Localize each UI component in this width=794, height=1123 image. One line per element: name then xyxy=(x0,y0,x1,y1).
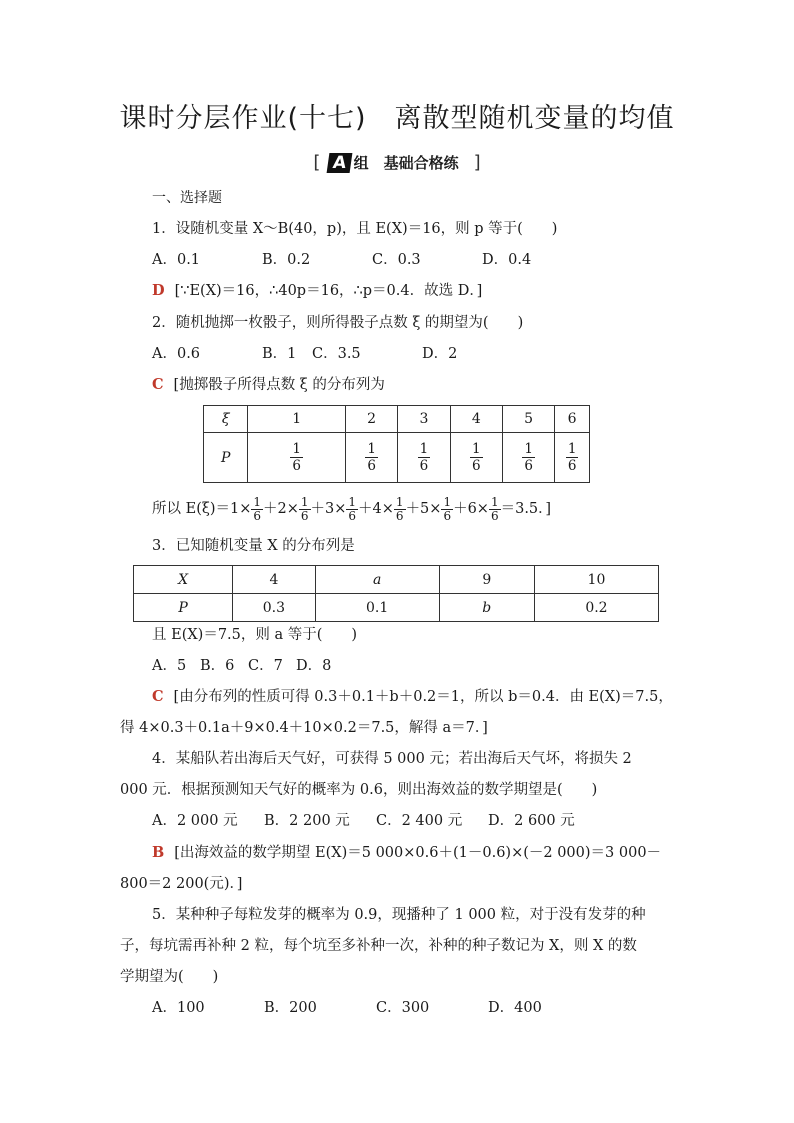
group-header xyxy=(0,152,794,173)
q3-answer-line xyxy=(152,687,673,707)
q3-explanation-2: 得 4×0.3＋0.1a＋9×0.4＋10×0.2＝7.5，解得 a＝7．] xyxy=(120,720,488,736)
q4-option-c: C．2 400 元 xyxy=(376,813,463,829)
q2-option-d: D．2 xyxy=(422,346,458,362)
q2-table-cell: P xyxy=(204,433,248,483)
q3-explanation-1: [由分布列的性质可得 0.3＋0.1＋b＋0.2＝1，所以 b＝0.4．由 E(X)＝7.5， xyxy=(173,689,673,705)
q2-options xyxy=(152,344,457,364)
q3-table-cell: 0.3 xyxy=(233,594,315,622)
q5-option-d: D．400 xyxy=(488,1000,542,1016)
q3-table-cell: 0.1 xyxy=(315,594,439,622)
q2-explanation: [抛掷骰子所得点数 ξ 的分布列为 xyxy=(173,377,385,393)
fraction: $\frac{1}{6}$ xyxy=(524,441,533,474)
q5-option-b: B．200 xyxy=(264,1000,317,1016)
q3-option-b: B．6 xyxy=(200,658,235,674)
q1-option-d: D．0.4 xyxy=(482,252,532,268)
q2-table-cell: 5 xyxy=(502,406,554,433)
group-badge: A xyxy=(327,153,353,173)
q4-explanation-1: [出海效益的数学期望 E(X)＝5 000×0.6＋(1－0.6)×(－2 000)＝3 000－ xyxy=(174,845,662,861)
q1-answer: D xyxy=(152,282,165,299)
q5-option-c: C．300 xyxy=(376,1000,430,1016)
q3-option-d: D．8 xyxy=(296,658,332,674)
fraction: $\frac{1}{6}$ xyxy=(419,441,429,474)
q3-option-a: A．5 xyxy=(152,658,187,674)
q2-distribution-table xyxy=(203,405,590,483)
fraction: $\frac{1}{6}$ xyxy=(292,441,301,474)
formula-text: ＋6× xyxy=(453,501,489,517)
q3-table-cell: P xyxy=(134,594,233,622)
bracket-right: ] xyxy=(473,152,481,173)
q4-option-a: A．2 000 元 xyxy=(152,813,238,829)
q1-answer-line xyxy=(152,281,482,301)
fraction: $\frac{1}{6}$ xyxy=(395,494,404,523)
group-label: 组 基础合格练 xyxy=(353,154,459,172)
q2-table-cell: 3 xyxy=(398,406,450,433)
q4-stem-2: 000 元．根据预测知天气好的概率为 0.6，则出海效益的数学期望是( ) xyxy=(120,782,598,798)
q1-options xyxy=(152,250,531,270)
formula-text: ＋4× xyxy=(358,501,394,517)
q3-stem-2: 且 E(X)＝7.5，则 a 等于( ) xyxy=(152,627,358,643)
fraction: $\frac{1}{6}$ xyxy=(471,441,481,474)
q5-stem-2: 子，每坑需再补种 2 粒，每个坑至多补种一次，补种的种子数记为 X，则 X 的数 xyxy=(120,938,637,954)
q2-table-cell: ξ xyxy=(204,406,248,433)
q2-table-cell xyxy=(450,433,502,483)
q2-table-cell: 1 xyxy=(248,406,346,433)
q2-option-b: B．1 xyxy=(262,346,297,362)
q2-table-cell: 2 xyxy=(345,406,397,433)
q1-option-a: A．0.1 xyxy=(152,252,201,268)
q3-option-c: C．7 xyxy=(248,658,283,674)
formula-text: 所以 E(ξ)＝1× xyxy=(152,501,252,517)
formula-text: ＝3.5．] xyxy=(500,501,552,517)
q2-option-c: C．3.5 xyxy=(312,346,361,362)
q5-options xyxy=(152,998,542,1018)
q2-answer-line xyxy=(152,375,385,395)
q2-stem: 2．随机抛掷一枚骰子，则所得骰子点数 ξ 的期望为( ) xyxy=(152,315,524,331)
q3-table-cell: b xyxy=(439,594,534,622)
q1-option-c: C．0.3 xyxy=(372,252,421,268)
q4-option-d: D．2 600 元 xyxy=(488,813,575,829)
q2-expectation-formula xyxy=(152,494,551,524)
fraction: $\frac{1}{6}$ xyxy=(367,441,376,474)
q4-explanation-2: 800＝2 200(元)．] xyxy=(120,876,243,892)
q3-table-cell: 10 xyxy=(534,566,658,594)
fraction: $\frac{1}{6}$ xyxy=(567,441,577,474)
fraction: $\frac{1}{6}$ xyxy=(443,494,452,523)
fraction: $\frac{1}{6}$ xyxy=(253,494,262,523)
bracket-left: [ xyxy=(313,152,321,173)
formula-text: ＋2× xyxy=(263,501,299,517)
fraction: $\frac{1}{6}$ xyxy=(490,494,499,523)
q2-table-cell xyxy=(248,433,346,483)
q4-answer-line xyxy=(152,843,661,863)
section-heading: 一、选择题 xyxy=(152,190,222,206)
page-title: 课时分层作业(十七) 离散型随机变量的均值 xyxy=(119,103,675,134)
q3-answer: C xyxy=(152,688,164,705)
q5-stem-3: 学期望为( ) xyxy=(120,969,219,985)
q1-explanation: [∵E(X)＝16，∴40p＝16，∴p＝0.4．故选 D．] xyxy=(174,283,483,299)
q2-table-cell xyxy=(398,433,450,483)
q2-table-cell xyxy=(555,433,590,483)
q2-table-cell xyxy=(345,433,397,483)
fraction: $\frac{1}{6}$ xyxy=(348,494,357,523)
q4-stem-1: 4．某船队若出海后天气好，可获得 5 000 元；若出海后天气坏，将损失 2 xyxy=(152,751,632,767)
q3-table-cell: X xyxy=(134,566,233,594)
q4-answer: B xyxy=(152,844,165,861)
q2-answer: C xyxy=(152,376,164,393)
q3-table-cell: 4 xyxy=(233,566,315,594)
q3-table-cell: a xyxy=(315,566,439,594)
q4-options xyxy=(152,811,575,831)
q2-option-a: A．0.6 xyxy=(152,346,201,362)
q3-stem: 3．已知随机变量 X 的分布列是 xyxy=(152,538,355,554)
q3-options xyxy=(152,656,331,676)
fraction: $\frac{1}{6}$ xyxy=(300,494,309,523)
q5-option-a: A．100 xyxy=(152,1000,205,1016)
q2-table-cell: 6 xyxy=(555,406,590,433)
q1-stem: 1．设随机变量 X～B(40，p)，且 E(X)＝16，则 p 等于( ) xyxy=(152,221,558,237)
q3-table-cell: 9 xyxy=(439,566,534,594)
q2-table-cell xyxy=(502,433,554,483)
q3-table-cell: 0.2 xyxy=(534,594,658,622)
q1-option-b: B．0.2 xyxy=(262,252,311,268)
formula-text: ＋5× xyxy=(405,501,442,517)
q4-option-b: B．2 200 元 xyxy=(264,813,350,829)
q2-table-cell: 4 xyxy=(450,406,502,433)
q3-distribution-table xyxy=(133,565,659,622)
q5-stem-1: 5．某种种子每粒发芽的概率为 0.9，现播种了 1 000 粒，对于没有发芽的种 xyxy=(152,907,646,923)
formula-text: ＋3× xyxy=(310,501,347,517)
